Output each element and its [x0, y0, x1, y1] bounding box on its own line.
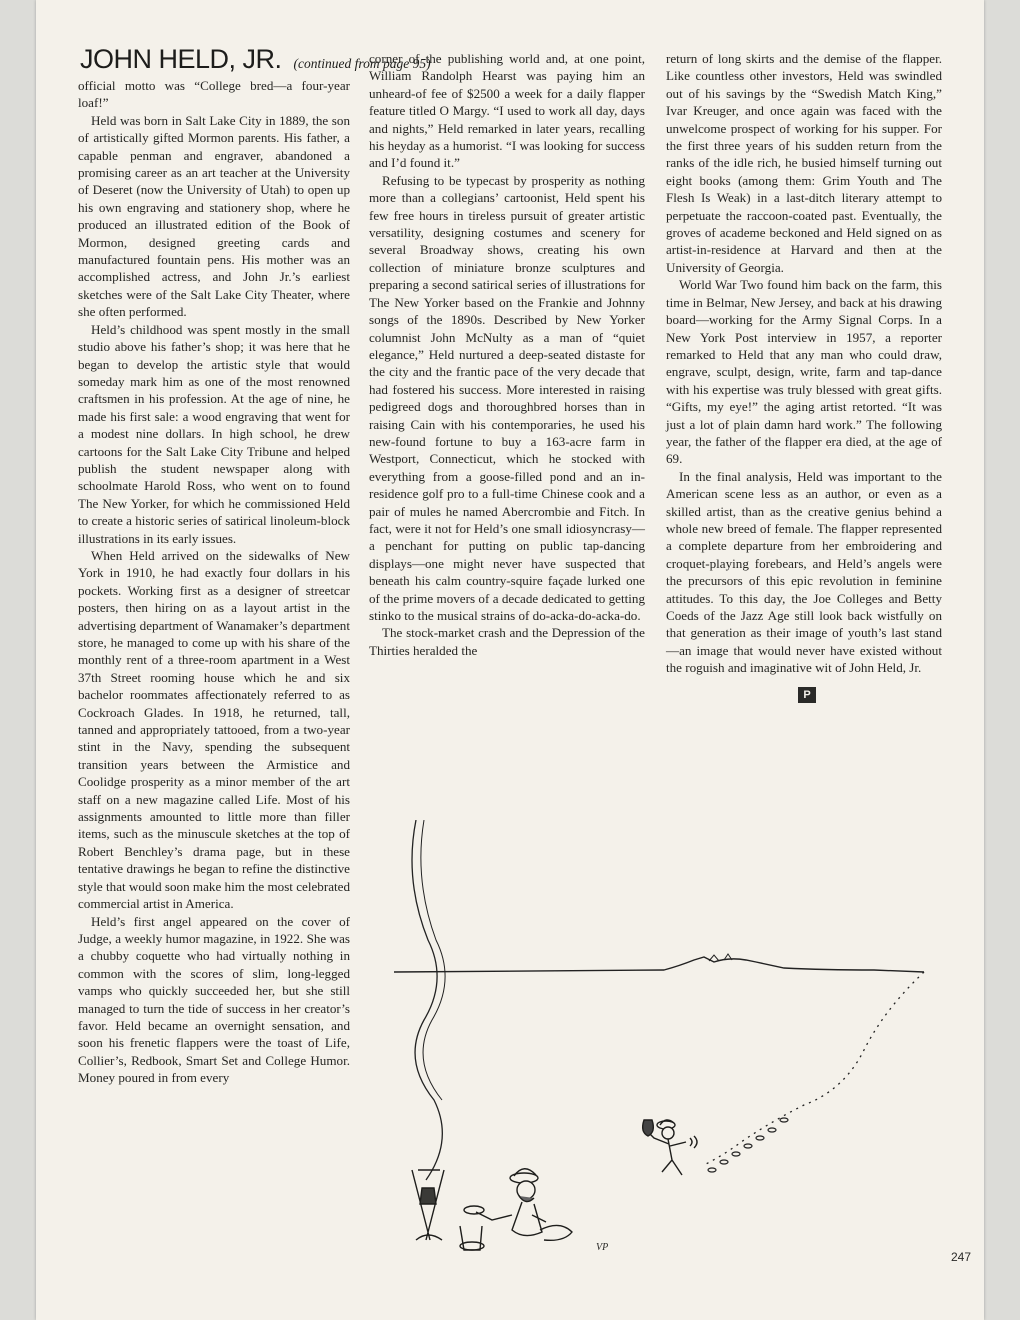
paragraph: Held was born in Salt Lake City in 1889, the son of artistically gifted Mormon parents. His father, a capable penman and engraver, abandoned a promising career as an art teacher at the University of Deseret (now the University of Utah) to open up his own engraving and stationery shop, where he produced an illustrated edition of the Book of Mormon, designed greeting cards and manufactured fountain pens. His mother was an accomplished actress, and John Jr.’s earliest sketches were of the Salt Lake City Theater, where she often performed. — [78, 112, 350, 320]
paragraph: World War Two found him back on the farm, this time in Belmar, New Jersey, and back at his drawing board—working for the Army Signal Corps. In a New York Post interview in 1957, a reporter remarked to Held that any man who could draw, engrave, sculpt, design, write, farm and tap-dance with his expertise was truly blessed with great gifts. “Gifts, my eye!” the aging artist retorted. “It was just a lot of plain damn hard work.” The following year, the father of the flapper era died, at the age of 69. — [666, 277, 942, 467]
paragraph: official motto was “College bred—a four-year loaf!” — [78, 78, 350, 111]
paragraph: return of long skirts and the demise of the flapper. Like countless other investors, Held was swindled out of his savings by the “Swedish Match King,” Ivar Kreuger, and once again was faced with the unwelcome prospect of working for his supper. For the first three years of his sudden return from the ranks of the idle rich, he busied himself turning out eight books (among them: Grim Youth and The Flesh Is Weak) in a last-ditch literary attempt to perpetuate the raccoon-coated past. Eventually, the groves of academe beckoned and Held signed on as artist-in-residence at Harvard and then at the University of Georgia. — [666, 51, 942, 275]
page-number: 247 — [951, 1250, 972, 1264]
paragraph: The stock-market crash and the Depression of the Thirties heralded the — [369, 625, 645, 658]
illustration-signature: VP — [596, 1242, 609, 1253]
article-title: JOHN HELD, JR. — [80, 44, 282, 74]
paragraph: Held’s first angel appeared on the cover of Judge, a weekly humor magazine, in 1922. She was a chubby coquette who had virtually nothing in common with the scores of slim, long-legged vamps who quickly succeeded her, but she still managed to turn the tide of success in her creator’s favor. Held became an overnight sensation, and soon his frenetic flappers were the toast of Life, Collier’s, Redbook, Smart Set and College Humor. Money poured in from every — [78, 913, 350, 1086]
cartoon-illustration — [364, 820, 954, 1260]
end-mark-icon: P — [798, 687, 816, 703]
paragraph: In the final analysis, Held was important to the American scene less as an author, or even as a skilled artist, than as the creative genius behind a whole new breed of female. The flapper represented a complete departure from her embroidering and croquet-playing forebears, and Held’s angels were the precursors of this epic revolution in feminine attitudes. To this day, the Joe Colleges and Betty Coeds of the Jazz Age still look back wistfully on that generation as their image of youth’s last stand—an image that would never have existed without the roguish and imaginative wit of John Held, Jr. — [666, 468, 942, 676]
text-column-3 — [666, 50, 942, 703]
text-column-1 — [78, 77, 350, 1087]
text-column-2 — [369, 50, 645, 659]
paragraph: When Held arrived on the sidewalks of New York in 1910, he had exactly four dollars in his pockets. Working first as a designer of streetcar posters, then hiring on as a layout artist in the advertising department of Wanamaker’s department store, he managed to come up with his share of the monthly rent of a three-room apartment in a West 37th Street rooming house which he and six bachelor roommates affectionately referred to as Cockroach Glades. In 1918, he returned, tall, tanned and appropriately tattooed, from a two-year stint in the Navy, spending the subsequent transition years between the Armistice and Coolidge prosperity as a minor member of the art staff on a new magazine called Life. Most of his assignments amounted to little more than filler items, such as the minuscule sketches at the top of Robert Benchley’s drama page, but in these tentative drawings he began to refine the distinctive style that would soon make him the most celebrated commercial artist in America. — [78, 547, 350, 912]
continued-note: (continued from page 95) — [293, 56, 431, 71]
paragraph: Held’s childhood was spent mostly in the small studio above his father’s shop; it was here that he began to develop the artistic style that would someday mark him as one of the most renowned craftsmen in his profession. At the age of nine, he made his first sale: a wood engraving that went for a modest nine dollars. In high school, he drew cartoons for the Salt Lake City Tribune and helped publish the student newspaper along with schoolmate Harold Ross, who went on to found The New Yorker, for which he commissioned Held to create a historic series of satirical linoleum-block illustrations in its early issues. — [78, 321, 350, 546]
paragraph: corner of the publishing world and, at one point, William Randolph Hearst was paying him an unheard-of fee of $2500 a week for a daily flapper feature titled O Margy. “I used to work all day, days and nights,” Held remarked in later years, recalling his heyday as a humorist. “I was looking for success and I’d found it.” — [369, 51, 645, 171]
magazine-page — [36, 0, 984, 1320]
paragraph: Refusing to be typecast by prosperity as nothing more than a collegians’ cartoonist, Held spent his few free hours in tireless pursuit of greater artistic versatility, designing costumes and scenery for several Broadway shows, creating his own collection of miniature bronze sculptures and preparing a second satirical series of illustrations for The New Yorker based on the Frankie and Johnny songs of the 1890s. Described by New Yorker columnist John McNulty as a man of “quiet elegance,” Held nurtured a deep-seated distaste for the city and the frantic pace of the very decade that had fostered his success. More interested in raising pedigreed dogs and thoroughbred horses than in raising Cain with his contemporaries, he used his new-found fortune to buy a 163-acre farm in Westport, Connecticut, which he stocked with everything from a goose-filled pond and an in-residence golf pro to a full-time Chinese cook and a pair of mules he named Abercrombie and Fitch. In fact, were it not for Held’s one small idiosyncrasy—a penchant for putting on public tap-dancing displays—one might never have suspected that beneath his calm country-squire façade lurked one of the prime movers of a decade dedicated to getting stinko to the musical strains of do-acka-do-acka-do. — [369, 172, 645, 623]
